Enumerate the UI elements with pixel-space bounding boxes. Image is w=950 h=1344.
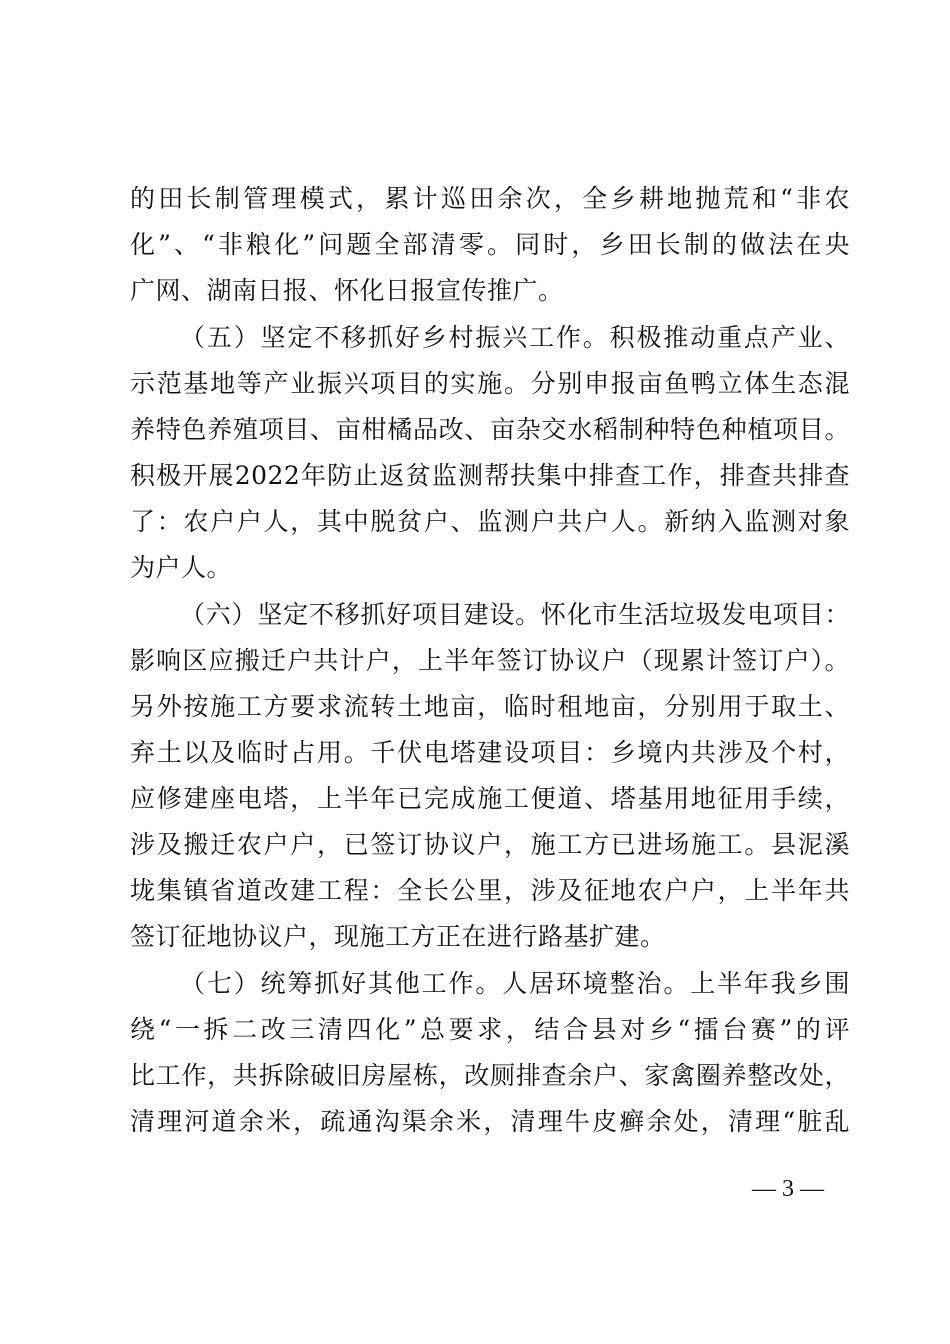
section-heading-line: （六）坚定不移抓好项目建设。怀化市生活垃圾发电项目： <box>180 600 850 629</box>
page-number: — 3 — <box>752 1176 824 1202</box>
paragraph-line: 另外按施工方要求流转土地亩，临时租地亩，分别用于取土、 <box>130 692 850 721</box>
paragraph-line: 垅集镇省道改建工程：全长公里，涉及征地农户户，上半年共 <box>130 876 850 905</box>
paragraph-line: 弃土以及临时占用。千伏电塔建设项目：乡境内共涉及个村， <box>130 738 850 767</box>
paragraph-line: 影响区应搬迁户共计户，上半年签订协议户（现累计签订户）。 <box>130 646 850 675</box>
paragraph-line: 积极开展2022年防止返贫监测帮扶集中排查工作，排查共排查 <box>130 461 850 490</box>
paragraph-line: 示范基地等产业振兴项目的实施。分别申报亩鱼鸭立体生态混 <box>130 369 850 398</box>
paragraph-line: 比工作，共拆除破旧房屋栋，改厕排查余户、家禽圈养整改处， <box>130 1061 850 1090</box>
paragraph-line: 签订征地协议户，现施工方正在进行路基扩建。 <box>130 922 666 951</box>
paragraph-line: 的田长制管理模式，累计巡田余次，全乡耕地抛荒和“非农 <box>130 184 850 213</box>
paragraph-line: 养特色养殖项目、亩柑橘品改、亩杂交水稻制种特色种植项目。 <box>130 415 850 444</box>
section-heading-line: （五）坚定不移抓好乡村振兴工作。积极推动重点产业、 <box>180 323 850 352</box>
paragraph-line: 涉及搬迁农户户，已签订协议户，施工方已进场施工。县泥溪 <box>130 830 850 859</box>
paragraph-line: 为户人。 <box>130 553 233 582</box>
paragraph-line: 广网、湖南日报、怀化日报宣传推广。 <box>130 276 564 305</box>
paragraph-line: 了：农户户人，其中脱贫户、监测户共户人。新纳入监测对象 <box>130 507 850 536</box>
paragraph-line: 化”、“非粮化”问题全部清零。同时，乡田长制的做法在央 <box>130 230 850 259</box>
paragraph-line: 清理河道余米，疏通沟渠余米，清理牛皮癣余处，清理“脏乱 <box>130 1107 850 1136</box>
paragraph-line: 应修建座电塔，上半年已完成施工便道、塔基用地征用手续， <box>130 784 850 813</box>
paragraph-line: 绕“一拆二改三清四化”总要求，结合县对乡“擂台赛”的评 <box>130 1015 850 1044</box>
section-heading-line: （七）统筹抓好其他工作。人居环境整治。上半年我乡围 <box>180 969 850 998</box>
